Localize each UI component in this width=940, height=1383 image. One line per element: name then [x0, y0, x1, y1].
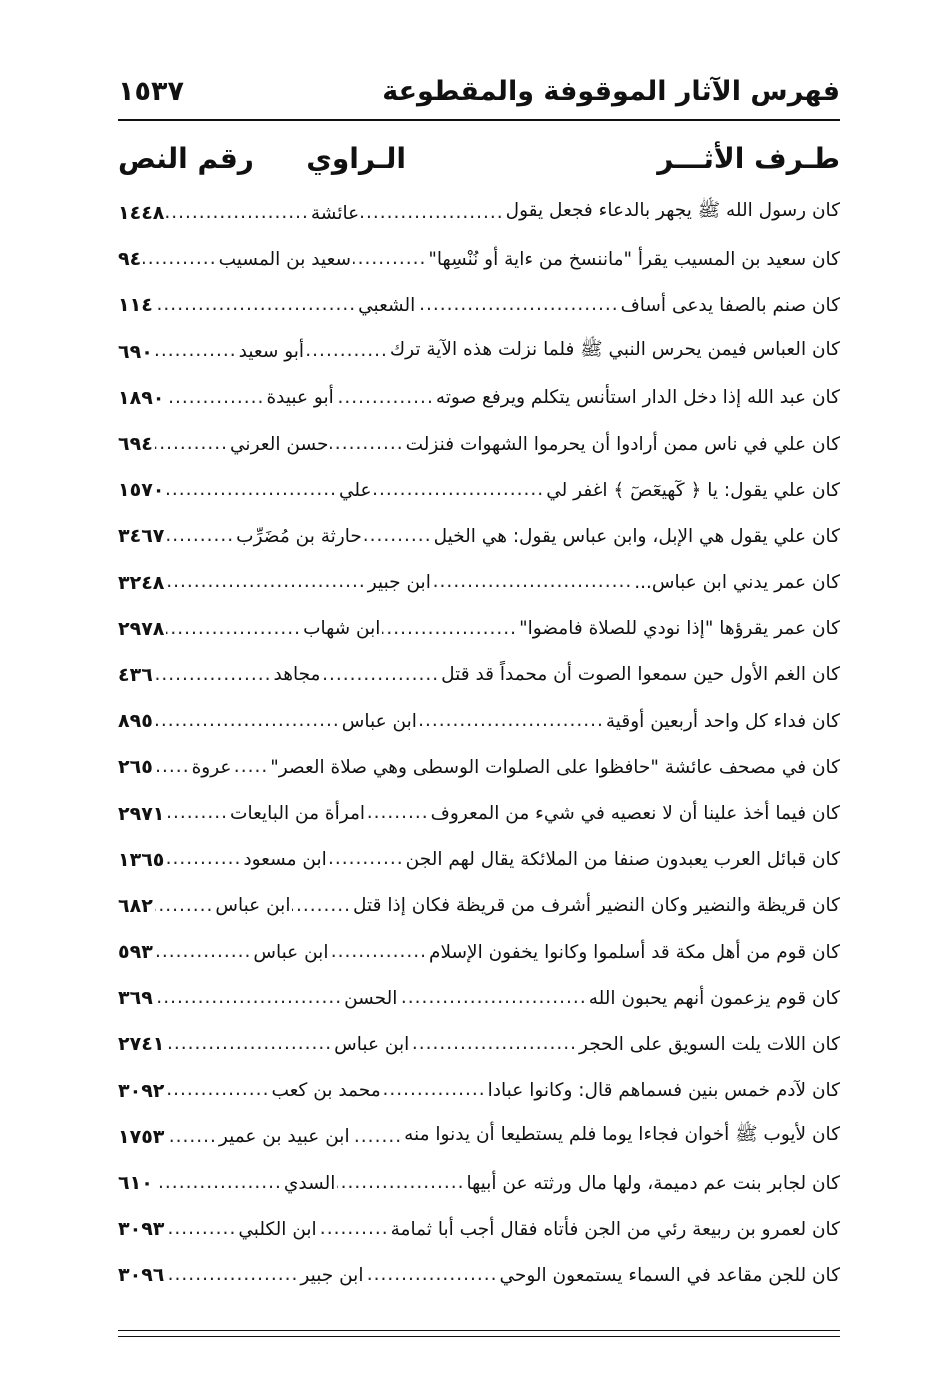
running-head — [118, 70, 840, 120]
entry-narrator: ابن مسعود — [243, 849, 327, 871]
leader-dots — [382, 620, 517, 639]
entry-text: كان لآدم خمس بنين فسماهم قال: وكانوا عبادا — [487, 1080, 840, 1102]
index-entry — [118, 883, 840, 929]
entry-number: ٣٢٤٨ — [118, 571, 165, 594]
leader-dots — [419, 712, 604, 731]
index-entry — [118, 236, 840, 282]
leader-dots — [155, 897, 214, 916]
entry-text: كان لأيوب ﷺ أخوان فجاءا يوما فلم يستطيعا أن يدنوا منه — [404, 1123, 840, 1145]
entry-narrator: الشعبي — [358, 294, 416, 316]
header-rule — [118, 119, 840, 121]
leader-dots — [155, 342, 237, 361]
entry-narrator: حسن العرني — [230, 433, 329, 455]
index-entry — [118, 837, 840, 883]
column-header-text: طـرف الأثـــر — [657, 142, 840, 175]
entry-narrator: عائشة — [310, 202, 360, 224]
leader-dots — [365, 1266, 497, 1285]
index-entry — [118, 421, 840, 467]
index-entry — [118, 698, 840, 744]
leader-dots — [383, 1081, 486, 1100]
leader-dots — [143, 250, 216, 269]
entry-number: ١٥٧٠ — [118, 479, 165, 502]
entry-text: كان فيما أخذ علينا أن لا نعصيه في شيء من المعروف — [430, 803, 840, 825]
index-entry — [118, 513, 840, 559]
entry-narrator: عروة — [191, 756, 232, 778]
leader-dots — [155, 1174, 282, 1193]
index-entry — [118, 190, 840, 236]
leader-dots — [155, 758, 190, 777]
index-entries — [118, 190, 840, 1299]
entry-text: كان علي يقول: يا ﴿ كٓهيعٓصٓ ﴾ اغفر لي — [546, 479, 840, 501]
running-title: فهرس الآثار الموقوفة والمقطوعة — [382, 76, 840, 107]
footer-rule — [118, 1336, 840, 1337]
leader-dots — [322, 666, 439, 685]
entry-narrator: مجاهد — [273, 664, 321, 686]
entry-number: ١١٤ — [118, 294, 153, 317]
entry-text: كان علي في ناس ممن أرادوا أن يحرموا الشهوات فنزلت — [405, 433, 840, 455]
entry-text: كان للجن مقاعد في السماء يستمعون الوحي — [499, 1264, 840, 1286]
entry-number: ٣٠٩٣ — [118, 1218, 165, 1241]
entry-narrator: ابن جبير — [367, 572, 431, 594]
leader-dots — [411, 1035, 577, 1054]
entry-text: كان قوم يزعمون أنهم يحبون الله — [588, 987, 840, 1009]
leader-dots — [166, 804, 228, 823]
entry-text: كان علي يقول هي الإبل، وابن عباس يقول: هي الخيل — [433, 525, 840, 547]
leader-dots — [364, 527, 432, 546]
leader-dots — [319, 1220, 389, 1239]
entry-number: ٩٤ — [118, 248, 142, 271]
leader-dots — [166, 527, 234, 546]
entry-text: كان عمر يدني ابن عباس... — [634, 572, 840, 594]
index-entry — [118, 1206, 840, 1252]
leader-dots — [155, 666, 272, 685]
entry-narrator: ابن عباس — [334, 1033, 410, 1055]
index-entry — [118, 652, 840, 698]
entry-text: كان في مصحف عائشة "حافظوا على الصلوات الوسطى وهي صلاة العصر" — [270, 756, 840, 778]
leader-dots — [166, 1081, 269, 1100]
leader-dots — [417, 296, 618, 315]
entry-number: ٦١٠ — [118, 1172, 153, 1195]
entry-text: كان عمر يقرؤها "إذا نودي للصلاة فامضوا" — [519, 618, 840, 640]
entry-number: ١٣٦٥ — [118, 848, 165, 871]
entry-narrator: حارثة بن مُضَرِّب — [236, 525, 362, 547]
leader-dots — [433, 573, 632, 592]
leader-dots — [233, 758, 268, 777]
leader-dots — [336, 389, 434, 408]
leader-dots — [306, 342, 388, 361]
entry-narrator: ابن شهاب — [303, 618, 381, 640]
leader-dots — [155, 989, 342, 1008]
leader-dots — [166, 620, 301, 639]
entry-text: كان سعيد بن المسيب يقرأ "ماننسخ من ءاية أو نُنْسِها" — [428, 248, 840, 270]
column-headers — [118, 142, 840, 186]
entry-narrator: أبو سعيد — [238, 341, 305, 363]
index-entry — [118, 282, 840, 328]
entry-number: ٣٤٦٧ — [118, 525, 165, 548]
entry-narrator: أبو عبيدة — [266, 387, 334, 409]
leader-dots — [166, 1128, 217, 1147]
leader-dots — [166, 850, 241, 869]
leader-dots — [330, 435, 403, 454]
entry-narrator: علي — [339, 479, 372, 501]
entry-text: كان العباس فيمن يحرس النبي ﷺ فلما نزلت هذه الآية ترك — [389, 338, 840, 360]
index-entry — [118, 606, 840, 652]
entry-number: ٢٧٤١ — [118, 1033, 165, 1056]
leader-dots — [330, 943, 427, 962]
leader-dots — [166, 481, 337, 500]
entry-text: كان لجابر بنت عم دميمة، ولها مال ورثته عن أبيها — [466, 1172, 840, 1194]
index-entry — [118, 1160, 840, 1206]
entry-number: ١٨٩٠ — [118, 386, 165, 409]
leader-dots — [329, 850, 404, 869]
entry-text: كان لعمرو بن ربيعة رئي من الجن فأتاه فقال أجب أبا ثمامة — [390, 1218, 840, 1240]
leader-dots — [374, 481, 545, 500]
entry-narrator: سعيد بن المسيب — [218, 248, 352, 270]
leader-dots — [292, 897, 351, 916]
leader-dots — [353, 250, 426, 269]
entry-number: ٣٠٩٦ — [118, 1264, 165, 1287]
entry-narrator: ابن عباس — [253, 941, 329, 963]
entry-text: كان فداء كل واحد أربعين أوقية — [605, 710, 840, 732]
entry-number: ٣٦٩ — [118, 987, 153, 1010]
entry-number: ٨٩٥ — [118, 710, 153, 733]
entry-text: كان رسول الله ﷺ يجهر بالدعاء فجعل يقول — [505, 200, 840, 222]
entry-text: كان عبد الله إذا دخل الدار استأنس يتكلم ويرفع صوته — [435, 387, 840, 409]
entry-number: ٥٩٣ — [118, 941, 153, 964]
leader-dots — [166, 389, 264, 408]
entry-number: ٤٣٦ — [118, 663, 153, 686]
entry-text: كان الغم الأول حين سمعوا الصوت أن محمداً قد قتل — [441, 664, 840, 686]
index-entry — [118, 375, 840, 421]
footer-rule — [118, 1330, 840, 1331]
index-entry — [118, 929, 840, 975]
entry-number: ٢٦٥ — [118, 756, 153, 779]
column-header-narrator: الـراوي — [306, 142, 406, 175]
entry-text: كان قبائل العرب يعبدون صنفا من الملائكة يقال لهم الجن — [405, 849, 840, 871]
index-entry — [118, 1114, 840, 1160]
entry-number: ٣٠٩٢ — [118, 1079, 165, 1102]
entry-narrator: محمد بن كعب — [271, 1080, 381, 1102]
entry-narrator: ابن عباس — [215, 895, 291, 917]
leader-dots — [166, 1266, 298, 1285]
leader-dots — [337, 1174, 464, 1193]
entry-number: ١٧٥٣ — [118, 1125, 165, 1148]
leader-dots — [352, 1128, 403, 1147]
entry-text: كان قريظة والنضير وكان النضير أشرف من قريظة فكان إذا قتل — [353, 895, 840, 917]
entry-number: ٦٩٤ — [118, 433, 153, 456]
page-number: ١٥٣٧ — [118, 76, 184, 107]
column-header-number: رقم النص — [118, 142, 254, 175]
entry-number: ١٤٤٨ — [118, 202, 165, 225]
entry-text: كان قوم من أهل مكة قد أسلموا وكانوا يخفون الإسلام — [429, 941, 840, 963]
leader-dots — [367, 804, 429, 823]
index-entry — [118, 1252, 840, 1298]
entry-number: ٦٨٢ — [118, 894, 153, 917]
leader-dots — [155, 296, 356, 315]
entry-text: كان صنم بالصفا يدعى أساف — [620, 294, 840, 316]
leader-dots — [361, 204, 504, 223]
leader-dots — [166, 573, 365, 592]
entry-narrator: ابن الكلبي — [238, 1218, 317, 1240]
entry-number: ٢٩٧١ — [118, 802, 165, 825]
entry-number: ٢٩٧٨ — [118, 617, 165, 640]
entry-narrator: ابن عبيد بن عمير — [218, 1126, 350, 1148]
entry-narrator: ابن جبير — [300, 1264, 364, 1286]
index-entry — [118, 560, 840, 606]
index-entry — [118, 1021, 840, 1067]
leader-dots — [166, 1035, 332, 1054]
index-entry — [118, 744, 840, 790]
leader-dots — [166, 204, 309, 223]
entry-narrator: ابن عباس — [341, 710, 417, 732]
leader-dots — [155, 712, 340, 731]
leader-dots — [166, 1220, 236, 1239]
index-entry — [118, 329, 840, 375]
leader-dots — [399, 989, 586, 1008]
index-entry — [118, 790, 840, 836]
entry-narrator: الحسن — [344, 987, 398, 1009]
entry-text: كان اللات يلت السويق على الحجر — [579, 1033, 840, 1055]
leader-dots — [155, 943, 252, 962]
index-entry — [118, 1068, 840, 1114]
entry-narrator: امرأة من البايعات — [230, 803, 366, 825]
index-entry — [118, 975, 840, 1021]
leader-dots — [155, 435, 228, 454]
entry-number: ٦٩٠ — [118, 340, 153, 363]
entry-narrator: السدي — [283, 1172, 336, 1194]
index-entry — [118, 467, 840, 513]
